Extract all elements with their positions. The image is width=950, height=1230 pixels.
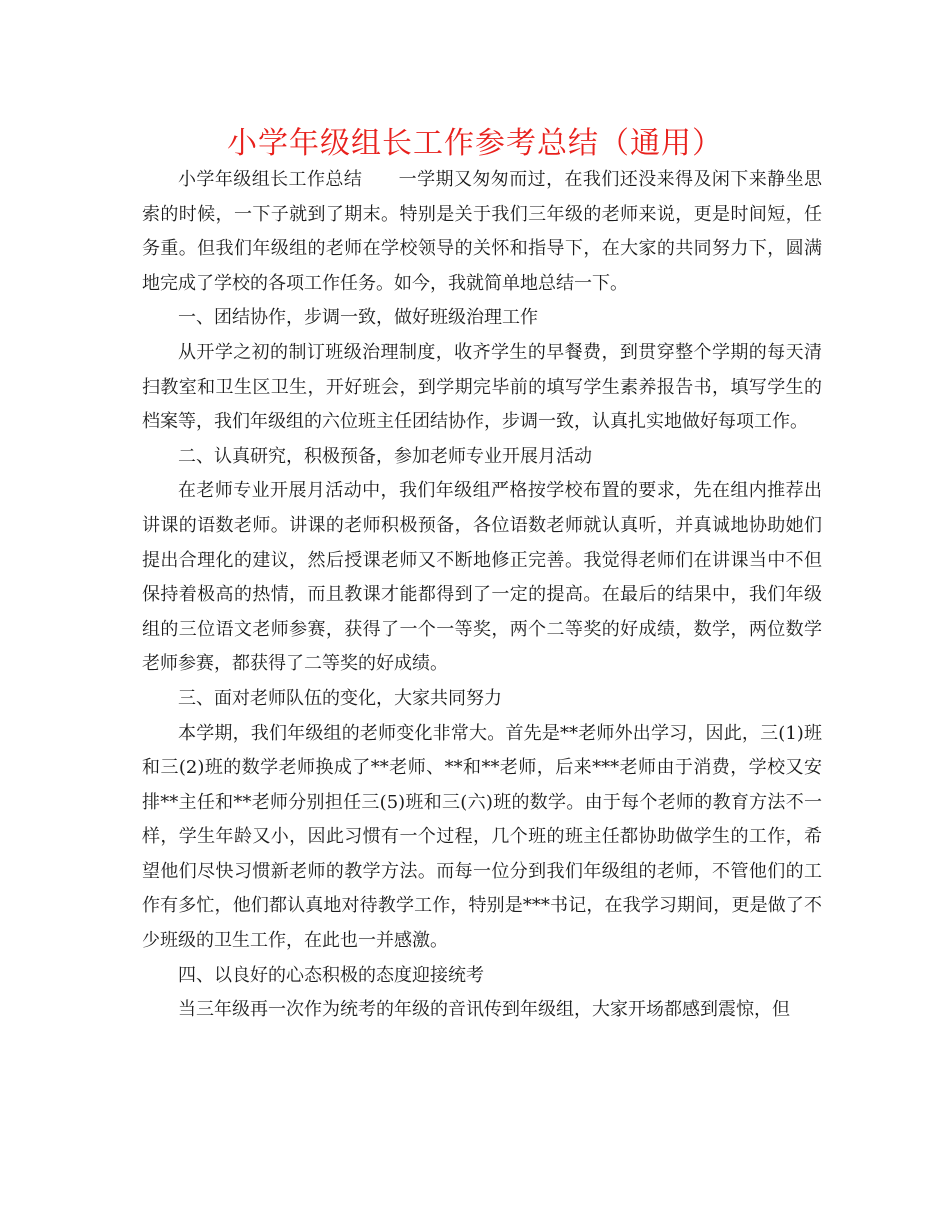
section2-heading: 二、认真研究，积极预备，参加老师专业开展月活动 <box>178 445 592 467</box>
document-title: 小学年级组长工作参考总结（通用） <box>227 126 723 161</box>
section4-body: 当三年级再一次作为统考的年级的音讯传到年级组，大家开场都感到震惊，但 <box>178 999 790 1021</box>
section1-heading: 一、团结协作，步调一致，做好班级治理工作 <box>178 307 538 329</box>
section1-body: 从开学之初的制订班级治理制度，收齐学生的早餐费，到贯穿整个学期的每天清扫教室和卫生区卫生，开好班会，到学期完毕前的填写学生素养报告书，填写学生的档案等，我们年级组的六位班主任团结协作，步调一致，认真扎实地做好每项工作。 <box>142 341 822 433</box>
intro-paragraph <box>142 163 822 301</box>
intro-label: 小学年级组长工作总结 <box>178 169 363 190</box>
intro-text: 一学期又匆匆而过，在我们还没来得及闲下来静坐思索的时候，一下子就到了期末。特别是关于我们三年级的老师来说，更是时间短，任务重。但我们年级组的老师在学校领导的关怀和指导下，在大家的共同努力下，圆满地完成了学校的各项工作任务。如今，我就简单地总结一下。 <box>142 169 823 294</box>
section2-body: 在老师专业开展月活动中，我们年级组严格按学校布置的要求，先在组内推荐出讲课的语数老师。讲课的老师积极预备，各位语数老师就认真听，并真诚地协助她们提出合理化的建议，然后授课老师又不断地修正完善。我觉得老师们在讲课当中不但保持着极高的热情，而且教课才能都得到了一定的提高。在最后的结果中，我们年级组的三位语文老师参赛，获得了一个一等奖，两个二等奖的好成绩，数学，两位数学老师参赛，都获得了二等奖的好成绩。 <box>142 480 822 675</box>
section3-heading: 三、面对老师队伍的变化，大家共同努力 <box>178 687 502 709</box>
document-body <box>142 163 822 1028</box>
section3-body: 本学期，我们年级组的老师变化非常大。首先是**老师外出学习，因此，三(1)班和三(2)班的数学老师换成了**老师、**和**老师，后来***老师由于消费，学校又安排**主任和**老师分别担任三(5)班和三(六)班的数学。由于每个老师的教育方法不一样，学生年龄又小，因此习惯有一个过程，几个班的班主任都协助做学生的工作，希望他们尽快习惯新老师的教学方法。而每一位分到我们年级组的老师，不管他们的工作有多忙，他们都认真地对待教学工作，特别是***书记，在我学习期间，更是做了不少班级的卫生工作，在此也一并感激。 <box>142 722 822 952</box>
section4-heading: 四、以良好的心态积极的态度迎接统考 <box>178 964 484 986</box>
